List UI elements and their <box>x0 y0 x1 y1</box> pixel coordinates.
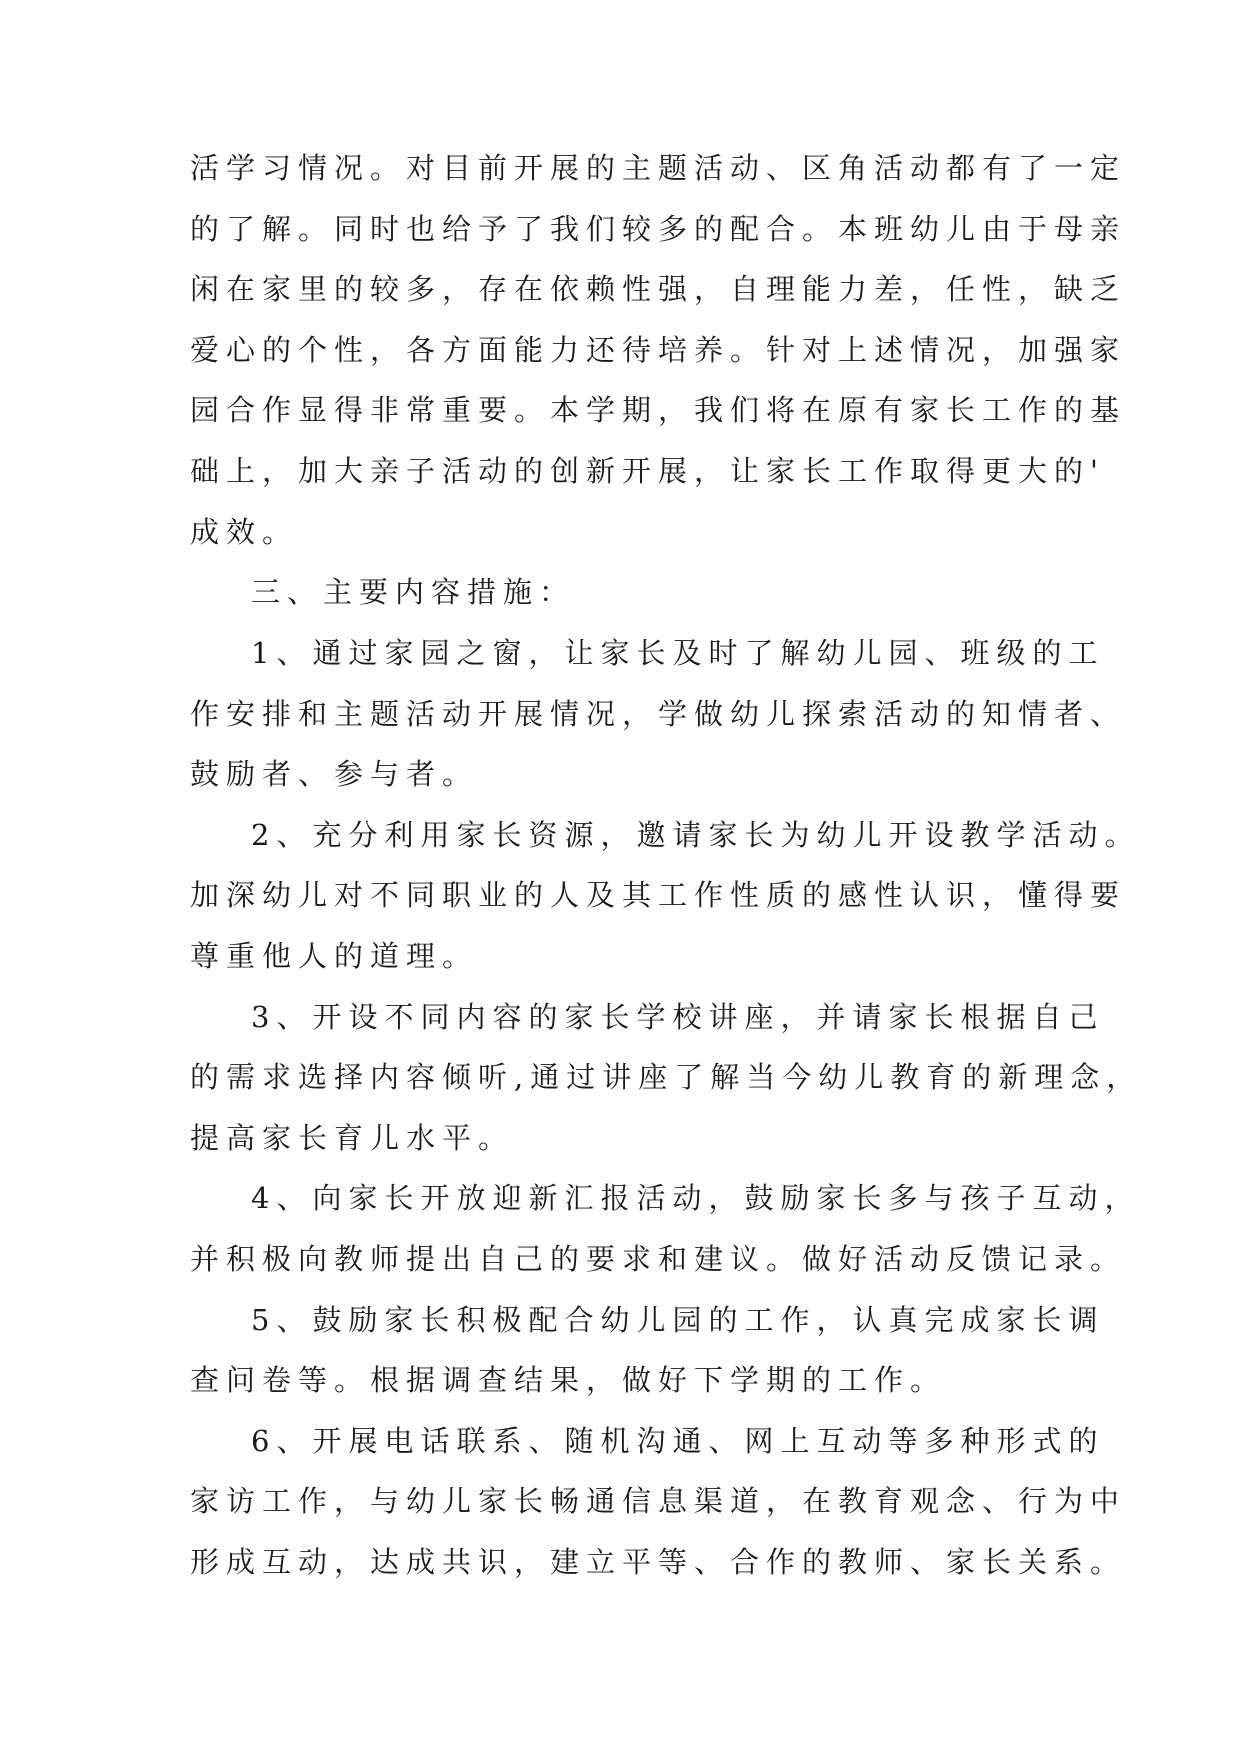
text-line: 3、开设不同内容的家长学校讲座，并请家长根据自己 <box>251 1000 1105 1034</box>
text-line: 6、开展电话联系、随机沟通、网上互动等多种形式的 <box>251 1424 1105 1458</box>
text-line: 形成互动，达成共识，建立平等、合作的教师、家长关系。 <box>190 1545 1127 1579</box>
text-line: 提高家长育儿水平。 <box>190 1121 515 1155</box>
text-line: 2、充分利用家长资源，邀请家长为幼儿开设教学活动。 <box>251 818 1141 852</box>
text-line: 爱心的个性，各方面能力还待培养。针对上述情况，加强家 <box>190 333 1127 367</box>
text-line: 加深幼儿对不同职业的人及其工作性质的感性认识，懂得要 <box>190 878 1127 912</box>
text-line: 4、向家长开放迎新汇报活动，鼓励家长多与孩子互动， <box>251 1181 1141 1215</box>
text-line: 5、鼓励家长积极配合幼儿园的工作，认真完成家长调 <box>251 1303 1105 1337</box>
text-line: 成效。 <box>190 515 299 549</box>
text-line: 的需求选择内容倾听,通过讲座了解当今幼儿教育的新理念， <box>190 1060 1143 1094</box>
text-line: 查问卷等。根据调查结果，做好下学期的工作。 <box>190 1363 947 1397</box>
text-line: 1、通过家园之窗，让家长及时了解幼儿园、班级的工 <box>251 636 1105 670</box>
section-heading: 三、主要内容措施： <box>251 575 576 609</box>
text-line: 园合作显得非常重要。本学期，我们将在原有家长工作的基 <box>190 393 1127 427</box>
text-line: 家访工作，与幼儿家长畅通信息渠道，在教育观念、行为中 <box>190 1484 1127 1518</box>
text-line: 的了解。同时也给予了我们较多的配合。本班幼儿由于母亲 <box>190 212 1127 246</box>
text-line: 础上，加大亲子活动的创新开展，让家长工作取得更大的' <box>190 454 1105 488</box>
text-line: 尊重他人的道理。 <box>190 939 479 973</box>
text-line: 闲在家里的较多，存在依赖性强，自理能力差，任性，缺乏 <box>190 272 1127 306</box>
text-line: 活学习情况。对目前开展的主题活动、区角活动都有了一定 <box>190 151 1127 185</box>
text-line: 作安排和主题活动开展情况，学做幼儿探索活动的知情者、 <box>190 697 1127 731</box>
text-line: 并积极向教师提出自己的要求和建议。做好活动反馈记录。 <box>190 1242 1127 1276</box>
text-line: 鼓励者、参与者。 <box>190 757 479 791</box>
